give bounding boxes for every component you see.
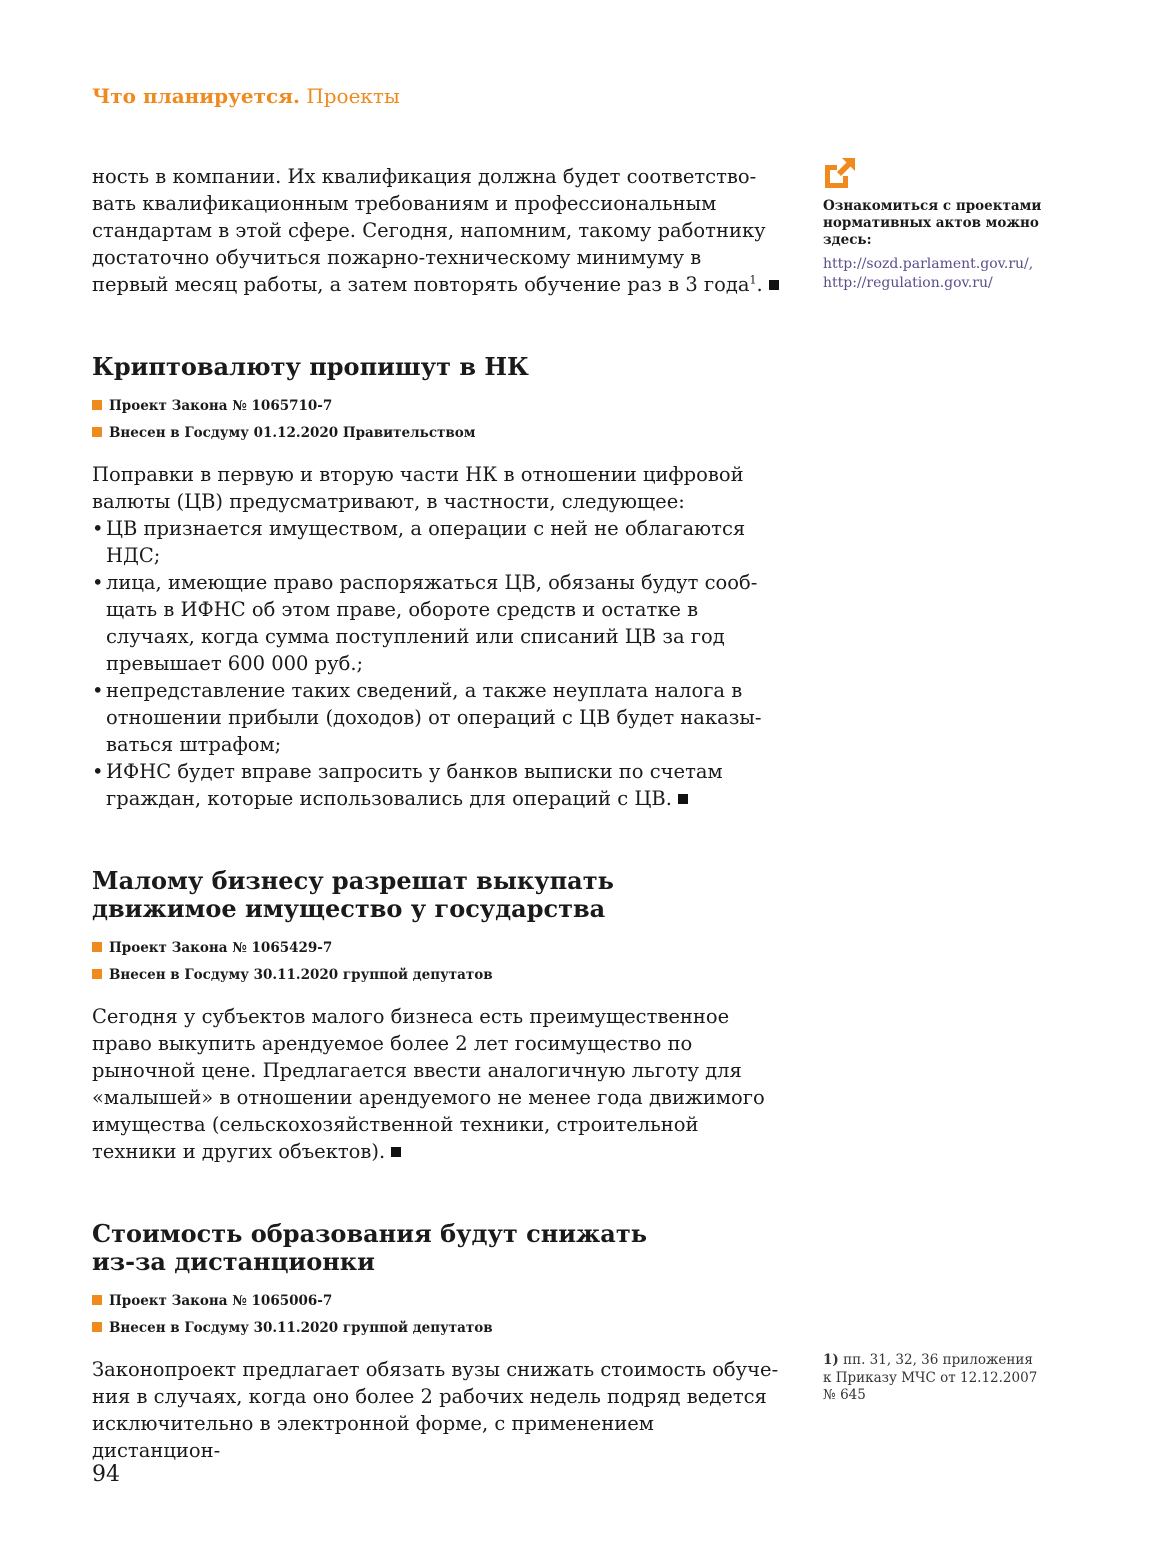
section-lead: Поправки в первую и вторую части НК в отношении цифровой валюты (ЦВ) предусматривают, в частности, следующее: xyxy=(92,463,744,513)
orange-square-icon xyxy=(92,400,102,410)
bill-number: Проект Закона № 1065710-7 xyxy=(109,398,333,414)
link-regulation[interactable]: http://regulation.gov.ru/ xyxy=(823,275,993,291)
end-mark xyxy=(678,794,688,804)
section-body: Сегодня у субъектов малого бизнеса есть преимущественное право выкупить арендуемое более 2 лет госимущество по рыночной цене. Предлагается ввести аналогичную льготу для «малышей» в отношении арендуемого не менее года движимого имущества (сельскохозяйственной техники, строительной техники и других объектов). xyxy=(92,1005,765,1163)
orange-square-icon xyxy=(92,942,102,952)
list-item: • ЦВ признается имуществом, а операции с ней не облагаются НДС; xyxy=(92,515,782,569)
page-number: 94 xyxy=(92,1462,120,1487)
sidebar-links xyxy=(823,255,1053,293)
bill-number: Проект Закона № 1065429-7 xyxy=(109,940,333,956)
external-link-icon xyxy=(823,156,857,190)
section-title: Малому бизнесу разрешат выкупать движимое имущество у государства xyxy=(92,866,614,923)
footnote-ref[interactable]: 1 xyxy=(749,273,757,287)
orange-square-icon xyxy=(92,1322,102,1332)
footnote xyxy=(823,1352,1043,1405)
section-title: Криптовалюту пропишут в НК xyxy=(92,352,529,381)
list-item: • лица, имеющие право распоряжаться ЦВ, обязаны будут сооб-щать в ИФНС об этом праве, обороте средств и остатке в случаях, когда сумма поступлений или списаний ЦВ за год превышает 600 000 руб.; xyxy=(92,569,782,677)
section-crypto xyxy=(92,353,782,812)
section-small-business xyxy=(92,866,765,1165)
section-meta xyxy=(92,393,782,447)
footnote-number: 1) xyxy=(823,1352,839,1368)
section-meta xyxy=(92,1288,782,1342)
section-meta xyxy=(92,935,742,989)
list-item: • непредставление таких сведений, а также неуплата налога в отношении прибыли (доходов) от операций с ЦВ будет наказы-ваться штрафом; xyxy=(92,677,782,758)
submission-info: Внесен в Госдуму 30.11.2020 группой депутатов xyxy=(109,967,493,983)
end-mark xyxy=(769,280,779,290)
orange-square-icon xyxy=(92,969,102,979)
submission-info: Внесен в Госдуму 30.11.2020 группой депутатов xyxy=(109,1320,493,1336)
intro-paragraph xyxy=(92,163,782,298)
bullet-list xyxy=(92,515,782,812)
main-column xyxy=(92,163,782,1464)
intro-end: . xyxy=(756,273,763,296)
bill-number: Проект Закона № 1065006-7 xyxy=(109,1293,333,1309)
list-item: • ИФНС будет вправе запросить у банков выписки по счетам граждан, которые использовались для операций с ЦВ. xyxy=(92,758,782,812)
orange-square-icon xyxy=(92,427,102,437)
section-education xyxy=(92,1220,782,1464)
header-subsection: Проекты xyxy=(306,84,400,108)
link-sozd[interactable]: http://sozd.parlament.gov.ru/, xyxy=(823,256,1034,272)
sidebar-title: Ознакомиться с проектами нормативных актов можно здесь: xyxy=(823,198,1042,248)
orange-square-icon xyxy=(92,1295,102,1305)
end-mark xyxy=(391,1147,401,1157)
section-title: Стоимость образования будут снижать из-за дистанционки xyxy=(92,1219,647,1276)
intro-text: ность в компании. Их квалификация должна будет соответство-вать квалификационным требованиям и профессиональным стандартам в этой сфере. Сегодня, напомним, такому работнику достаточно обучиться пожарно-техническому минимуму в первый месяц работы, а затем повторять обучение раз в 3 года xyxy=(92,165,766,296)
section-body: Законопроект предлагает обязать вузы снижать стоимость обуче-ния в случаях, когда оно более 2 рабочих недель подряд ведется исключительно в электронной форме, с применением дистанцион- xyxy=(92,1358,779,1462)
header-section: Что планируется. xyxy=(92,84,300,108)
sidebar-note xyxy=(823,156,1053,293)
submission-info: Внесен в Госдуму 01.12.2020 Правительством xyxy=(109,425,476,441)
footnote-text: пп. 31, 32, 36 приложения к Приказу МЧС от 12.12.2007 № 645 xyxy=(823,1352,1038,1403)
running-header xyxy=(92,84,400,108)
